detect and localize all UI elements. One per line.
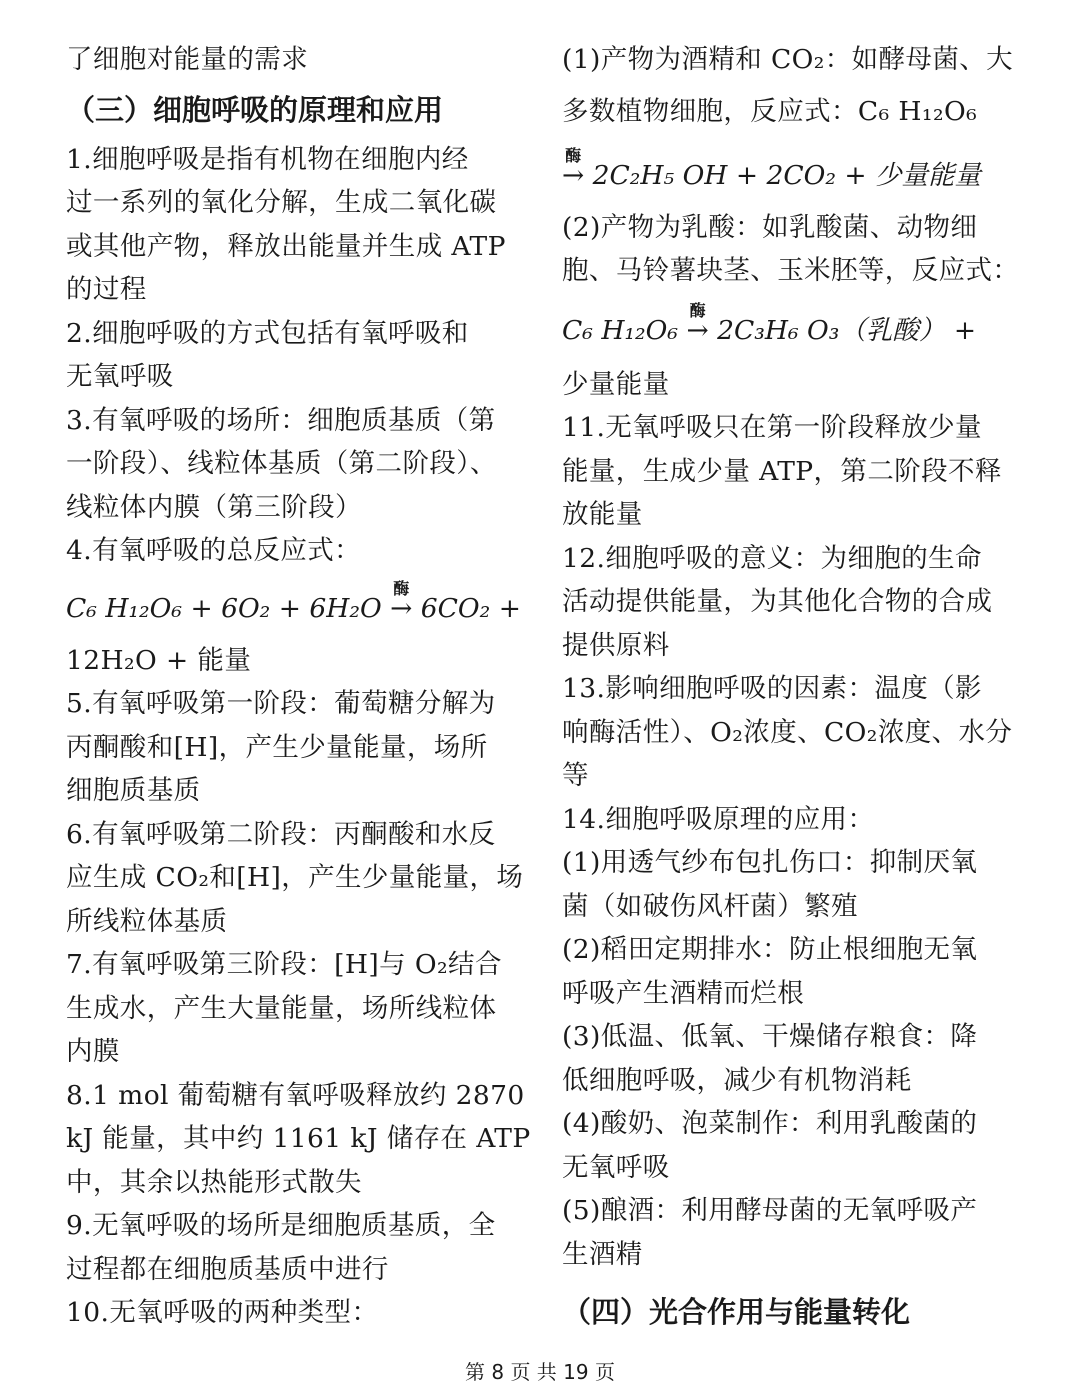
text-line: kJ 能量，其中约 1161 kJ 储存在 ATP <box>66 1123 531 1154</box>
text-line: 9.无氧呼吸的场所是细胞质基质，全 <box>66 1210 496 1241</box>
text-line: (1)产物为酒精和 CO₂：如酵母菌、大 <box>562 44 1014 75</box>
text-line: 丙酮酸和[H]，产生少量能量，场所 <box>66 731 488 763</box>
text-line: 14.细胞呼吸原理的应用： <box>562 803 875 835</box>
text-line: (2)产物为乳酸：如乳酸菌、动物细 <box>562 211 978 243</box>
text-line: 10.无氧呼吸的两种类型： <box>66 1297 379 1328</box>
text-line: 低细胞呼吸，减少有机物消耗 <box>562 1064 912 1096</box>
text-line: 过一系列的氧化分解，生成二氧化碳 <box>66 187 497 218</box>
left-column <box>66 38 531 1335</box>
text-line: 放能量 <box>562 499 643 530</box>
arrow-glyph: → <box>686 314 709 346</box>
text-line: 6.有氧呼吸第二阶段：丙酮酸和水反 <box>66 818 496 850</box>
lactic-equation <box>562 299 1022 363</box>
text-line: 细胞质基质 <box>66 775 201 806</box>
text-line: 11.无氧呼吸只在第一阶段释放少量 <box>562 412 982 443</box>
text-line: 响酶活性）、O₂浓度、CO₂浓度、水分 <box>562 716 1013 748</box>
text-line: 12H₂O + 能量 <box>66 644 252 676</box>
text-line: 应生成 CO₂和[H]，产生少量能量，场 <box>66 862 524 893</box>
text-line: 无氧呼吸 <box>562 1151 670 1183</box>
text-line: 所线粒体基质 <box>66 905 228 937</box>
section-heading-4: （四）光合作用与能量转化 <box>562 1295 911 1329</box>
section-heading-3: （三）细胞呼吸的原理和应用 <box>66 92 444 127</box>
arrow-glyph: → <box>562 159 585 191</box>
text-line: 生酒精 <box>562 1238 643 1270</box>
text-line: 线粒体内膜（第三阶段） <box>66 491 362 523</box>
text-line: 生成水，产生大量能量，场所线粒体 <box>66 992 497 1024</box>
text-line: 内膜 <box>66 1036 120 1067</box>
text-line: 活动提供能量，为其他化合物的合成 <box>562 586 993 617</box>
text-line: 中，其余以热能形式散失 <box>66 1166 362 1198</box>
text-line: 5.有氧呼吸第一阶段：葡萄糖分解为 <box>66 688 496 719</box>
text-line: 多数植物细胞，反应式：C₆ H₁₂O₆ <box>562 95 978 127</box>
text-line: (1)用透气纱布包扎伤口：抑制厌氧 <box>562 847 978 878</box>
text-line: 的过程 <box>66 274 147 305</box>
enzyme-label: 酶 <box>393 578 410 598</box>
right-column <box>562 38 1022 1340</box>
enzyme-arrow <box>390 579 412 639</box>
text-line: 4.有氧呼吸的总反应式： <box>66 535 362 566</box>
aerobic-equation <box>66 579 526 639</box>
text-line: 3.有氧呼吸的场所：细胞质基质（第 <box>66 404 496 436</box>
text-line: 等 <box>562 760 589 791</box>
page-footer: 第 8 页 共 19 页 <box>465 1360 615 1384</box>
enzyme-arrow <box>686 299 708 363</box>
arrow-glyph: → <box>390 592 413 624</box>
text-line: 2.细胞呼吸的方式包括有氧呼吸和 <box>66 317 469 349</box>
equation-term: 6CO₂ + <box>420 592 521 624</box>
text-line: 12.细胞呼吸的意义：为细胞的生命 <box>562 542 982 574</box>
text-line: (3)低温、低氧、干燥储存粮食：降 <box>562 1021 978 1052</box>
text-line: 1.细胞呼吸是指有机物在细胞内经 <box>66 143 469 175</box>
text-line: 了细胞对能量的需求 <box>66 44 309 75</box>
equation-term: C₆ H₁₂O₆ <box>66 592 183 624</box>
equation-term: 2C₂H₅ OH + 2CO₂ + 少量能量 <box>592 159 981 191</box>
text-line: 一阶段）、线粒体基质（第二阶段）、 <box>66 448 497 479</box>
text-line: (5)酿酒：利用酵母菌的无氧呼吸产 <box>562 1195 978 1226</box>
text-line: (4)酸奶、泡菜制作：利用乳酸菌的 <box>562 1108 978 1139</box>
text-line: 提供原料 <box>562 629 670 661</box>
text-line: 7.有氧呼吸第三阶段：[H]与 O₂结合 <box>66 949 502 980</box>
text-line: 少量能量 <box>562 368 670 400</box>
text-line: 能量，生成少量 ATP，第二阶段不释 <box>562 455 1002 487</box>
text-line: 13.影响细胞呼吸的因素：温度（影 <box>562 673 982 704</box>
equation-term: C₆ H₁₂O₆ <box>562 314 679 346</box>
text-line: 胞、马铃薯块茎、玉米胚等，反应式： <box>562 255 1020 286</box>
enzyme-arrow <box>562 146 584 206</box>
equation-term: + 6O₂ + 6H₂O <box>190 592 382 624</box>
alcohol-equation <box>562 146 1022 206</box>
text-line: 过程都在细胞质基质中进行 <box>66 1253 389 1285</box>
text-line: 呼吸产生酒精而烂根 <box>562 977 805 1009</box>
text-line: (2)稻田定期排水：防止根细胞无氧 <box>562 934 978 965</box>
text-line: 菌（如破伤风杆菌）繁殖 <box>562 890 858 922</box>
enzyme-label: 酶 <box>565 145 582 165</box>
text-line: 无氧呼吸 <box>66 361 174 392</box>
text-line: 或其他产物，释放出能量并生成 ATP <box>66 230 506 262</box>
text-line: 8.1 mol 葡萄糖有氧呼吸释放约 2870 <box>66 1079 525 1111</box>
equation-term: 2C₃H₆ O₃（乳酸） + <box>717 314 977 346</box>
enzyme-label: 酶 <box>689 300 706 320</box>
